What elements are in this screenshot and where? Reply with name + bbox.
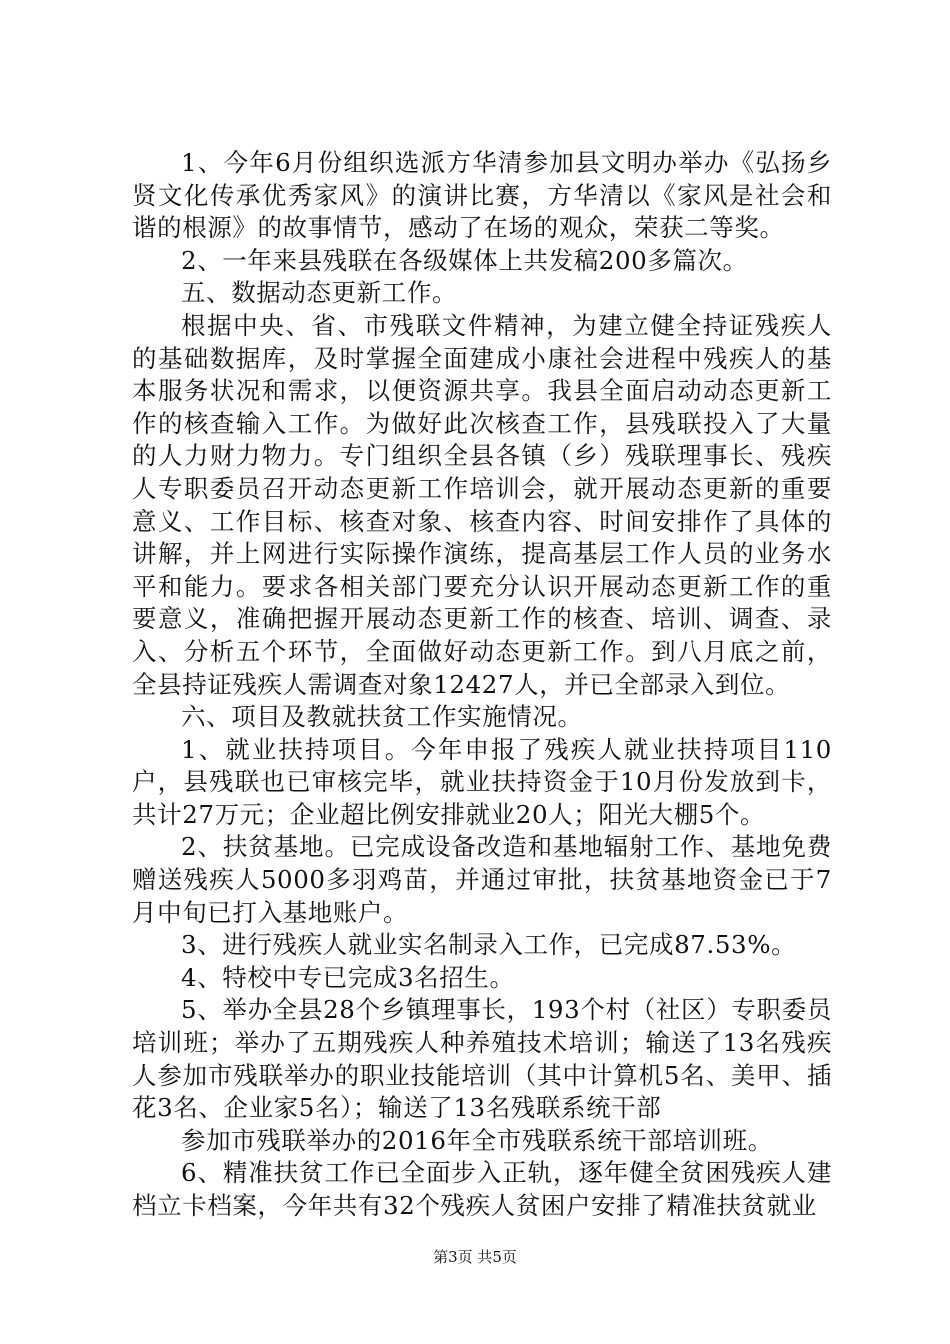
paragraph-1: 1、今年6月份组织选派方华清参加县文明办举办《弘扬乡贤文化传承优秀家风》的演讲比赛，方华清以《家风是社会和谐的根源》的故事情节，感动了在场的观众，荣获二等奖。 — [132, 148, 832, 243]
document-body — [132, 147, 832, 1223]
paragraph-6: 3、进行残疾人就业实名制录入工作，已完成87.53%。 — [181, 930, 797, 960]
paragraph-5: 2、扶贫基地。已完成设备改造和基地辐射工作、基地免费赠送残疾人5000多羽鸡苗，并通过审批，扶贫基地资金已于7月中旬已打入基地账户。 — [132, 832, 832, 927]
paragraph-7: 4、特校中专已完成3名招生。 — [181, 962, 515, 992]
paragraph-4: 1、就业扶持项目。今年申报了残疾人就业扶持项目110户，县残联也已审核完毕，就业扶持资金于10月份发放到卡，共计27万元；企业超比例安排就业20人；阳光大棚5个。 — [132, 734, 832, 829]
section-heading-6: 六、项目及教就扶贫工作实施情况。 — [181, 702, 583, 732]
paragraph-3: 根据中央、省、市残联文件精神，为建立健全持证残疾人的基础数据库，及时掌握全面建成小康社会进程中残疾人的基本服务状况和需求，以便资源共享。我县全面启动动态更新工作的核查输入工作。为做好此次核查工作，县残联投入了大量的人力财力物力。专门组织全县各镇（乡）残联理事长、残疾人专职委员召开动态更新工作培训会，就开展动态更新的重要意义、工作目标、核查对象、核查内容、时间安排作了具体的讲解，并上网进行实际操作演练，提高基层工作人员的业务水平和能力。要求各相关部门要充分认识开展动态更新工作的重要意义，准确把握开展动态更新工作的核查、培训、调查、录入、分析五个环节，全面做好动态更新工作。到八月底之前，全县持证残疾人需调查对象12427人，并已全部录入到位。 — [132, 310, 832, 699]
paragraph-9: 参加市残联举办的2016年全市残联系统干部培训班。 — [181, 1125, 773, 1155]
paragraph-2: 2、一年来县残联在各级媒体上共发稿200多篇次。 — [181, 245, 748, 275]
section-heading-5: 五、数据动态更新工作。 — [181, 278, 458, 308]
page-number-footer: 第3页 共5页 — [433, 1248, 517, 1266]
paragraph-10: 6、精准扶贫工作已全面步入正轨，逐年健全贫困残疾人建档立卡档案，今年共有32个残疾人贫困户安排了精准扶贫就业 — [132, 1158, 832, 1220]
paragraph-8: 5、举办全县28个乡镇理事长，193个村（社区）专职委员培训班；举办了五期残疾人种养殖技术培训；输送了13名残疾人参加市残联举办的职业技能培训（其中计算机5名、美甲、插花3名、企业家5名）；输送了13名残联系统干部 — [132, 995, 832, 1123]
